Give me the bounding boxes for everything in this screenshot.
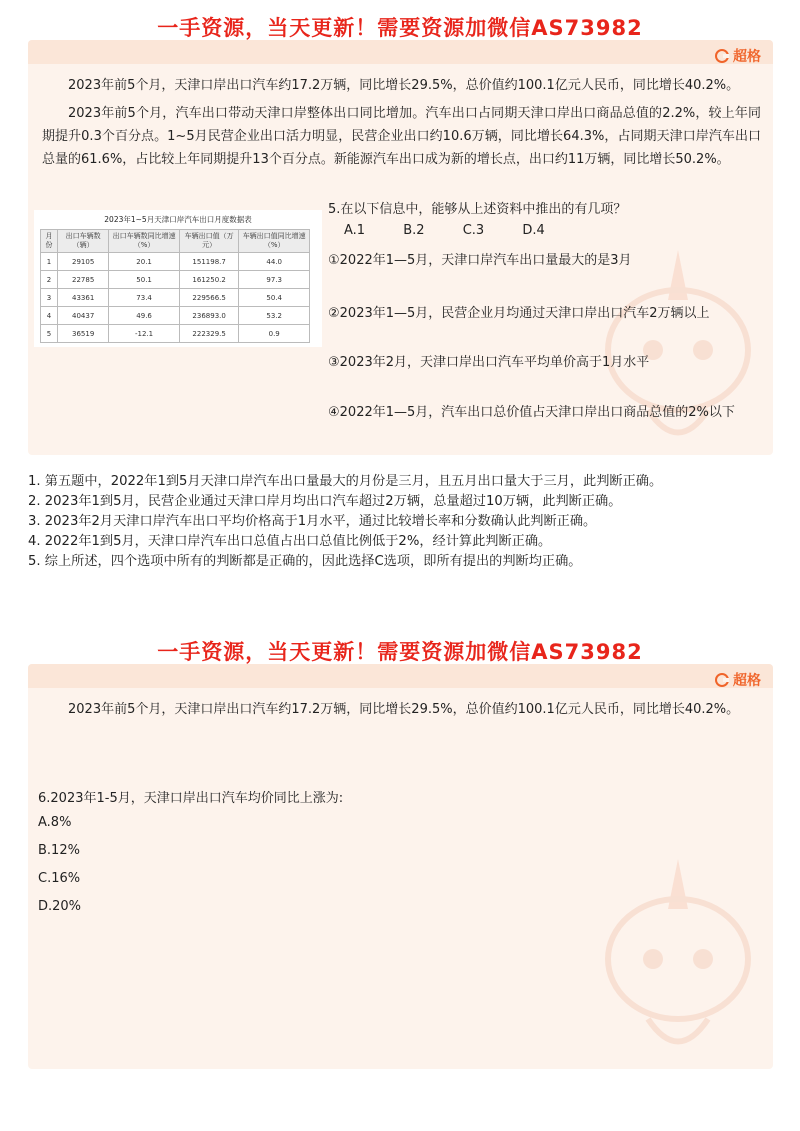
answer-line-3: 3. 2023年2月天津口岸汽车出口平均价格高于1月水平，通过比较增长率和分数确认此判断正确。 (28, 514, 597, 529)
statement-1: ①2022年1—5月，天津口岸汽车出口量最大的是3月 (328, 253, 632, 268)
answer-line-5: 5. 综上所述，四个选项中所有的判断都是正确的，因此选择C选项，即所有提出的判断均正确。 (28, 554, 582, 569)
table-cell: 29105 (57, 253, 108, 271)
table-cell: 97.3 (239, 271, 310, 289)
brand-logo (715, 46, 761, 66)
option-b[interactable]: B.2 (403, 223, 425, 238)
option-c[interactable]: C.16% (38, 871, 81, 886)
answer-explanation (28, 472, 776, 572)
passage-paragraph: 2023年前5个月，天津口岸出口汽车约17.2万辆，同比增长29.5%，总价值约100.1亿元人民币，同比增长40.2%。 (68, 702, 740, 717)
passage-paragraph-2: 2023年前5个月，汽车出口带动天津口岸整体出口同比增加。汽车出口占同期天津口岸出口商品总值的2.2%，较上年同期提升0.3个百分点。1~5月民营企业出口活力明显，民营企业出口约10.6万辆，同比增长64.3%，占同期天津口岸汽车出口总量的61.6%，占比较上年同期提升13个百分点。新能源汽车出口成为新的增长点，出口约11万辆，同比增长50.2%。 (42, 106, 761, 167)
unicorn-mascot-icon (588, 849, 768, 1069)
col-header: 出口车辆数（辆） (57, 230, 108, 253)
passage-paragraph-1: 2023年前5个月，天津口岸出口汽车约17.2万辆，同比增长29.5%，总价值约100.1亿元人民币，同比增长40.2%。 (68, 78, 740, 93)
option-a[interactable]: A.1 (344, 223, 366, 238)
unicorn-mascot-icon (588, 240, 768, 455)
card-header-bar (28, 40, 773, 64)
table-cell: 49.6 (109, 307, 180, 325)
table-cell: 229566.5 (179, 289, 239, 307)
statement-2: ②2023年1—5月，民营企业月均通过天津口岸出口汽车2万辆以上 (328, 306, 710, 321)
table-title: 2023年1~5月天津口岸汽车出口月度数据表 (104, 215, 252, 224)
table-cell: 161250.2 (179, 271, 239, 289)
col-header: 车辆出口值同比增速（%） (239, 230, 310, 253)
table-row (41, 307, 310, 325)
brand-g-icon (715, 49, 729, 63)
answer-line-1: 1. 第五题中，2022年1到5月天津口岸汽车出口量最大的月份是三月，且五月出口量大于三月，此判断正确。 (28, 474, 663, 489)
table-cell: 22785 (57, 271, 108, 289)
option-b[interactable]: B.12% (38, 843, 80, 858)
answer-line-4: 4. 2022年1到5月，天津口岸汽车出口总值占出口总值比例低于2%，经计算此判断正确。 (28, 534, 552, 549)
col-header: 月份 (41, 230, 58, 253)
banner-title: 一手资源，当天更新！需要资源加微信AS73982 (157, 16, 643, 40)
brand-logo (715, 670, 761, 690)
table-cell: 0.9 (239, 325, 310, 343)
table-cell: 53.2 (239, 307, 310, 325)
table-row (41, 271, 310, 289)
option-a[interactable]: A.8% (38, 815, 72, 830)
option-d[interactable]: D.20% (38, 899, 82, 914)
table-cell: 2 (41, 271, 58, 289)
option-d[interactable]: D.4 (522, 223, 545, 238)
statement-4: ④2022年1—5月，汽车出口总价值占天津口岸出口商品总值的2%以下 (328, 405, 735, 420)
table-cell: 43361 (57, 289, 108, 307)
table-cell: -12.1 (109, 325, 180, 343)
answer-line-2: 2. 2023年1到5月，民营企业通过天津口岸月均出口汽车超过2万辆，总量超过10万辆，此判断正确。 (28, 494, 622, 509)
table-cell: 36519 (57, 325, 108, 343)
question-card-2 (28, 664, 773, 1069)
table-cell: 3 (41, 289, 58, 307)
table-cell: 236893.0 (179, 307, 239, 325)
table-cell: 222329.5 (179, 325, 239, 343)
question-5-options (344, 223, 579, 238)
table-cell: 20.1 (109, 253, 180, 271)
question-6: 6.2023年1-5月，天津口岸出口汽车均价同比上涨为: (38, 791, 344, 806)
banner-title-2: 一手资源，当天更新！需要资源加微信AS73982 (157, 640, 643, 664)
table-cell: 73.4 (109, 289, 180, 307)
col-header: 出口车辆数同比增速（%） (109, 230, 180, 253)
brand-name: 超格 (733, 673, 761, 689)
table-cell: 4 (41, 307, 58, 325)
brand-g-icon (715, 673, 729, 687)
table-cell: 40437 (57, 307, 108, 325)
question-5: 5.在以下信息中，能够从上述资料中推出的有几项？ (328, 202, 627, 217)
table-row (41, 253, 310, 271)
statement-3: ③2023年2月，天津口岸出口汽车平均单价高于1月水平 (328, 355, 650, 370)
table-cell: 44.0 (239, 253, 310, 271)
table-row (41, 325, 310, 343)
table-cell: 50.1 (109, 271, 180, 289)
option-c[interactable]: C.3 (462, 223, 485, 238)
table-header-row (41, 230, 310, 253)
data-table-image (34, 210, 322, 347)
table-cell: 1 (41, 253, 58, 271)
brand-name: 超格 (733, 49, 761, 65)
col-header: 车辆出口值（万元） (179, 230, 239, 253)
table-cell: 50.4 (239, 289, 310, 307)
monthly-data-table (40, 229, 310, 343)
question-card-1 (28, 40, 773, 455)
table-row (41, 289, 310, 307)
table-cell: 151198.7 (179, 253, 239, 271)
card-header-bar (28, 664, 773, 688)
table-cell: 5 (41, 325, 58, 343)
